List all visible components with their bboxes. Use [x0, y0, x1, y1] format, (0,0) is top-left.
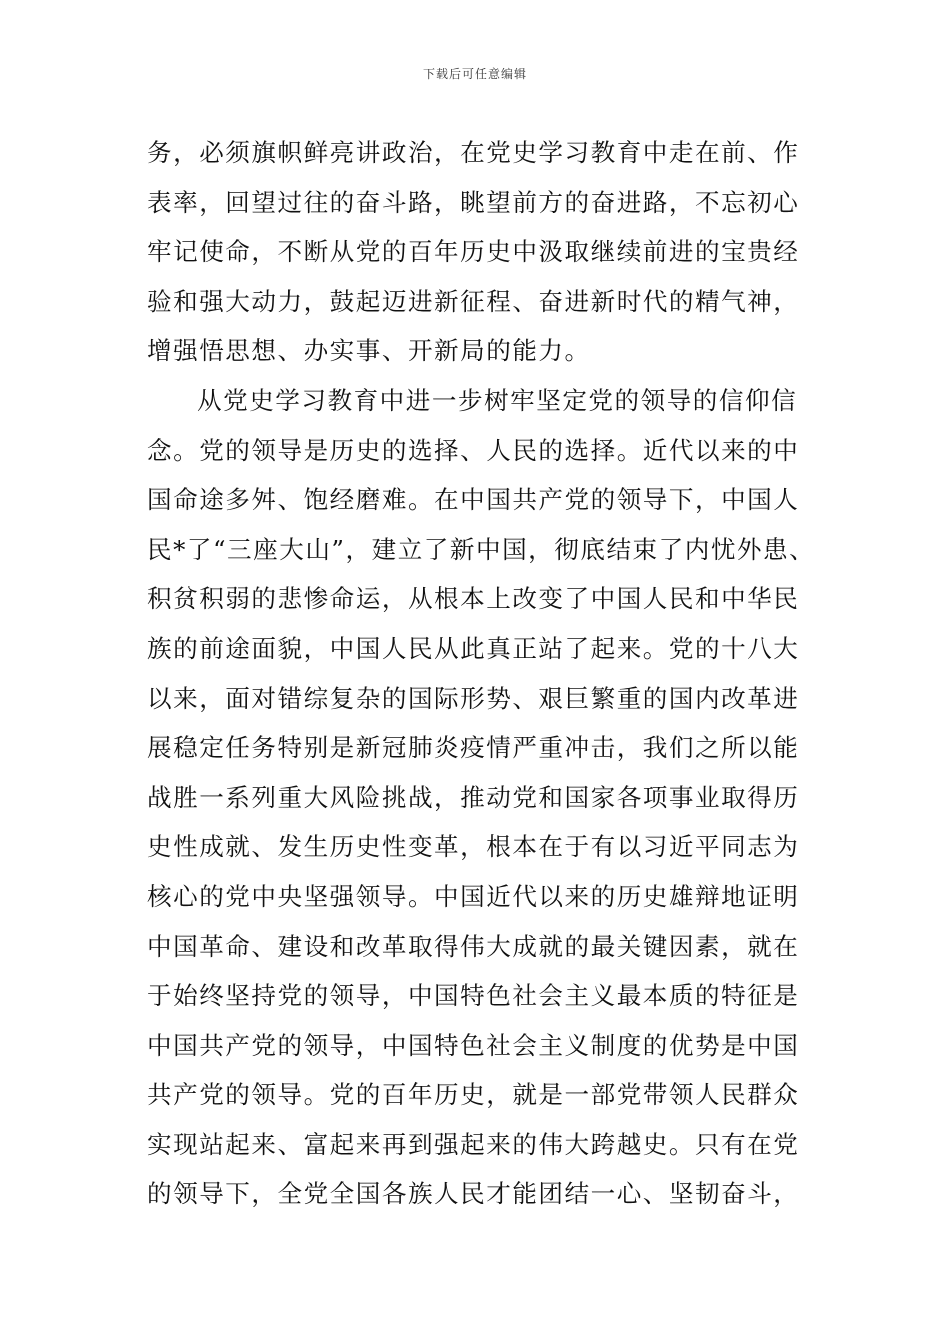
text-line: 于始终坚持党的领导，中国特色社会主义最本质的特征是	[147, 981, 800, 1011]
text-line: 族的前途面貌，中国人民从此真正站了起来。党的十八大	[147, 633, 800, 663]
text-line: 中国革命、建设和改革取得伟大成就的最关键因素，就在	[147, 931, 800, 961]
text-line: 民*了“三座大山”，建立了新中国，彻底结束了内忧外患、	[147, 534, 816, 564]
text-line: 国命途多舛、饱经磨难。在中国共产党的领导下，中国人	[147, 485, 800, 515]
text-line: 牢记使命，不断从党的百年历史中汲取继续前进的宝贵经	[147, 237, 800, 267]
text-line: 验和强大动力，鼓起迈进新征程、奋进新时代的精气神，	[147, 286, 800, 316]
paragraph-first-line: 从党史学习教育中进一步树牢坚定党的领导的信仰信	[197, 385, 798, 415]
text-line: 以来，面对错综复杂的国际形势、艰巨繁重的国内改革进	[147, 683, 800, 713]
text-line: 念。党的领导是历史的选择、人民的选择。近代以来的中	[147, 435, 800, 465]
text-line: 表率，回望过往的奋斗路，眺望前方的奋进路，不忘初心	[147, 187, 800, 217]
text-line: 的领导下，全党全国各族人民才能团结一心、坚韧奋斗，	[147, 1179, 800, 1209]
text-line: 中国共产党的领导，中国特色社会主义制度的优势是中国	[147, 1030, 800, 1060]
text-line: 核心的党中央坚强领导。中国近代以来的历史雄辩地证明	[147, 881, 800, 911]
text-line: 增强悟思想、办实事、开新局的能力。	[147, 336, 591, 366]
text-line: 务，必须旗帜鲜亮讲政治，在党史学习教育中走在前、作	[147, 138, 800, 167]
text-line: 战胜一系列重大风险挑战，推动党和国家各项事业取得历	[147, 782, 800, 812]
text-line: 展稳定任务特别是新冠肺炎疫情严重冲击，我们之所以能	[147, 733, 800, 763]
text-line: 实现站起来、富起来再到强起来的伟大跨越史。只有在党	[147, 1129, 800, 1159]
text-line: 积贫积弱的悲惨命运，从根本上改变了中国人民和中华民	[147, 584, 800, 614]
page-header: 下载后可任意编辑	[422, 67, 527, 81]
text-line: 共产党的领导。党的百年历史，就是一部党带领人民群众	[147, 1080, 800, 1110]
body-text	[147, 128, 816, 1219]
text-line: 史性成就、发生历史性变革，根本在于有以习近平同志为	[147, 832, 800, 862]
